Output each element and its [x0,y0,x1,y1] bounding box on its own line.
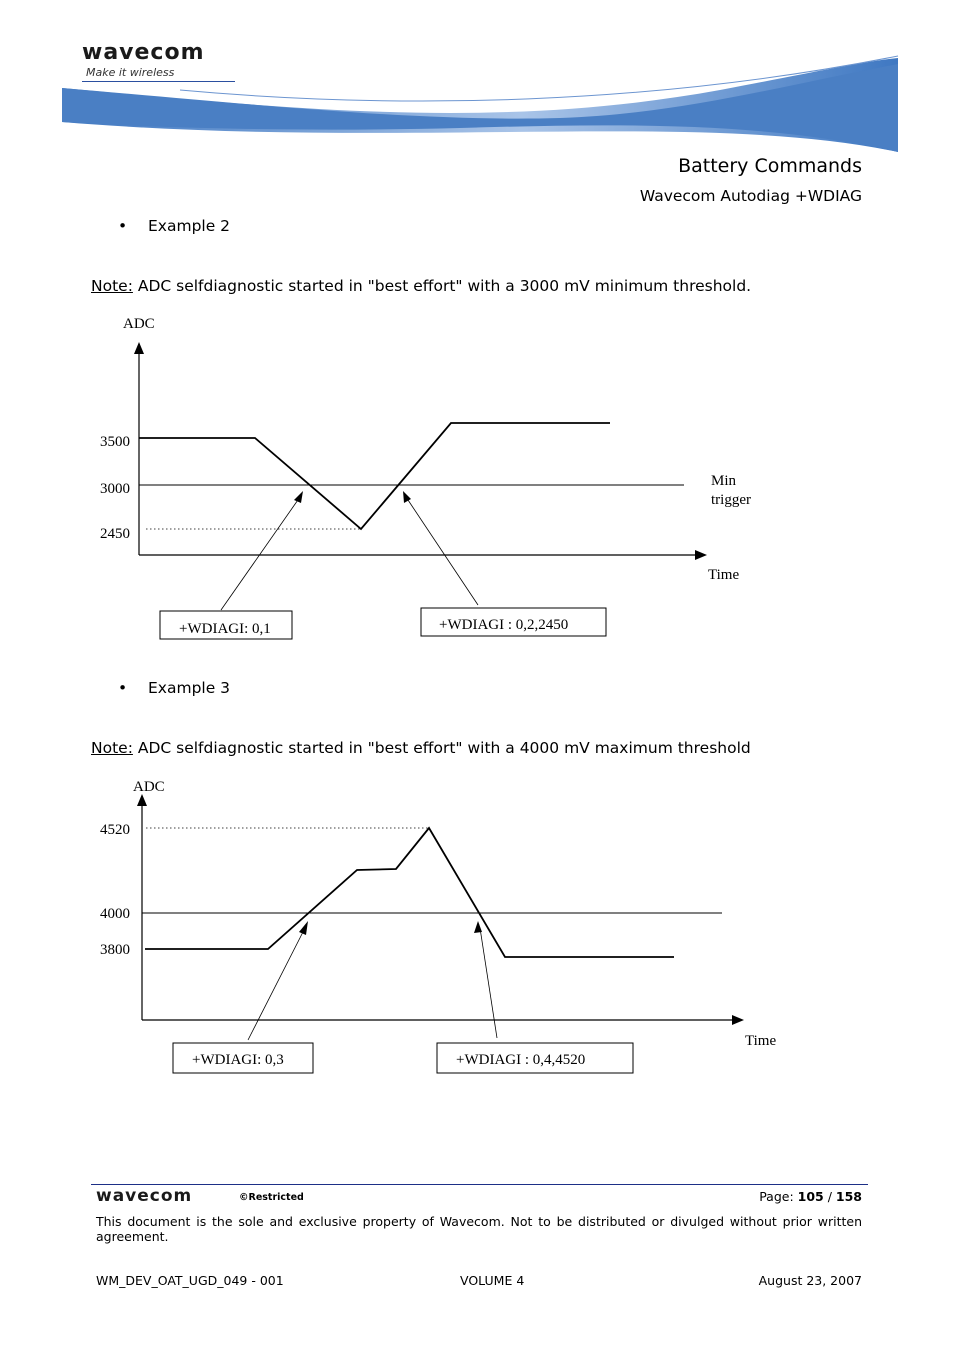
page-number [759,1189,862,1204]
y-axis-arrow [137,794,147,806]
example3-bullet [118,679,230,697]
y-tick-label: 2450 [100,526,130,542]
document-id: WM_DEV_OAT_UGD_049 - 001 [96,1273,284,1288]
y-tick-label: 4520 [100,822,130,838]
page-total: 158 [835,1189,862,1204]
x-axis-label: Time [745,1033,777,1049]
x-axis-arrow [695,550,707,560]
example2-bullet [118,217,230,235]
y-axis-arrow [134,342,144,354]
annotation1-text: +WDIAGI: 0,3 [192,1052,284,1068]
y-axis-label: ADC [133,779,165,795]
note-text: ADC selfdiagnostic started in "best effort" with a 4000 mV maximum threshold [132,739,751,757]
note-label: Note: [91,739,133,757]
annotation2-leader [406,497,478,605]
section-subtitle: Wavecom Autodiag +WDIAG [639,187,862,205]
bullet-glyph: • [118,679,128,697]
example3-note [91,739,751,757]
annotation2-text: +WDIAGI : 0,2,2450 [439,617,569,633]
y-tick-label: 4000 [100,906,130,922]
annotation2-leader [480,928,497,1038]
logo-tagline: Make it wireless [86,66,175,79]
legal-notice: This document is the sole and exclusive property of Wavecom. Not to be distributed or divulged without prior written agreement. [96,1214,862,1244]
note-text: ADC selfdiagnostic started in "best effort" with a 3000 mV minimum threshold. [132,277,752,295]
restricted-label: ©Restricted [239,1192,304,1203]
annotation1-leader [248,928,305,1040]
adc-signal-line [145,828,674,957]
y-tick-label: 3800 [100,942,130,958]
annotation1-text: +WDIAGI: 0,1 [179,621,271,637]
example3-label: Example 3 [148,679,231,697]
page-label: Page: [759,1189,798,1204]
bullet-glyph: • [118,217,128,235]
threshold-label-line1: Min [711,473,737,489]
annotation2-arrowhead [474,921,482,933]
footer-wavecom-logo: wavecom [96,1186,193,1206]
page-separator: / [823,1189,836,1204]
example2-diagram [0,300,954,650]
example3-diagram [0,770,954,1090]
section-title: Battery Commands [678,155,862,177]
header-swoosh-banner [0,50,954,160]
note-label: Note: [91,277,133,295]
document-date: August 23, 2007 [758,1273,862,1288]
x-axis-arrow [732,1015,744,1025]
annotation1-arrowhead [294,491,303,503]
y-tick-label: 3000 [100,481,130,497]
y-axis-label: ADC [123,316,155,332]
x-axis-label: Time [708,567,740,583]
annotation1-arrowhead [299,921,308,935]
annotation1-leader [221,497,300,610]
volume-label: VOLUME 4 [460,1273,525,1288]
wavecom-logo: wavecom [82,40,205,65]
example2-note [91,277,751,295]
page-current: 105 [797,1189,824,1204]
y-tick-label: 3500 [100,434,130,450]
adc-signal-line [139,423,610,529]
annotation2-text: +WDIAGI : 0,4,4520 [456,1052,586,1068]
annotation2-arrowhead [403,491,411,503]
threshold-label-line2: trigger [711,492,751,508]
example2-label: Example 2 [148,217,231,235]
footer-rule [91,1184,868,1185]
